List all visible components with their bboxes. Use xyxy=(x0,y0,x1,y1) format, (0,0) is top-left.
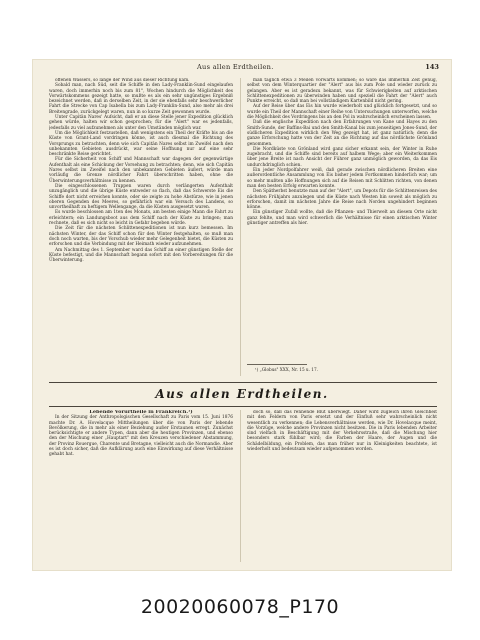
paragraph: Die eingeschlossenen Truppen waren durch verlängerten Aufenthalt unzugänglich und die übrige Küste entweder so flach, daß das Schwerste Eis die Schiffe dort nicht erreichen konnte, oder sie zeigte zu hohe Abstürze, wie in jenen oberen Gegenden des Meeres, so gefährlich war ein Versuch des Landens, so unvortheilhaft zu heftigem Wellengange, da die Küsten ausgesetzt waren. xyxy=(49,183,233,211)
footnote: ¹) „Globus" XXX, Nr. 15 u. 17. xyxy=(255,367,318,372)
text-column-left xyxy=(49,78,233,376)
paragraph: Unter Capitän Nares' Aufsicht, daß er an diese Stelle jener Expedition glücklich gehen würde, halten wir schon gesprochen; für die "Alert" war es jedenfalls, jedesfalls zu viel aufzunehmen als unter den Umständen möglich war. xyxy=(49,115,233,131)
paragraph: doch so, daß das rennende Blut überwiegt. Daher wird zugleich ihren Gleichheit mit den Feldern von Paris ersetzt und der Einfluß sehr wahrscheinlich nicht wesentlich zu verkennen; die Lebensverhältnisse werden, wie Dr. Hovelacque meint, die Vorzüge, welche andere Provinzen nicht besitzen. Die in Paris lebenden Arbeiter sind vielfach in Beschäftigung mit der Verkehrsstraße, daß die Mischung hier besonders stark fühlbar wird; die Farben der Haare, der Augen und die Schädelbildung, ein Problem, das man früher nur in Kleinigkeiten beachtete, ist wiederholt und bedeutsam wieder aufgenommen worden. xyxy=(247,410,437,453)
paragraph: Am Nachmittag des 1. September ward das Schiff an einer günstigen Stelle der Küste befestigt, und die Mannschaft begann sofort mit den Vorbereitungen für die Überwinterung. xyxy=(49,247,233,264)
paragraph: Den Spätherbst benutzte man auf der "Alert", um Depots für die Schlittenreisen des nächsten Frühjahrs anzulegen und die Küste nach Westen hin soweit als möglich zu erforschen, damit im nächsten Jahre die Reise nach Norden ungehindert beginnen könne. xyxy=(247,189,437,211)
page-number: 143 xyxy=(425,63,439,71)
paragraph: Daß die englische Expedition nach den Erfahrungen von Kane und Hayes zu den Smith-Sunde, der Baffins-Bai und den Smith-Kanal bis zum jenseitigen Jones-Sund, der südlicheren Expedition wirklich den Weg gezeigt hat, ist ganz natürlich; denn die ganze Erforschung hatte von der Zeit an die Richtung auf das nördlichste Grönland genommen. xyxy=(247,120,437,147)
footnote-rule xyxy=(247,364,307,365)
paragraph: Um die Möglichkeit festzustellen, daß wenigstens ein Theil der Kräfte bis an die Küste von Grant-Land vordringen könne, ist auch diesmal die Richtung des Vorsprungs zu betrachten, denn wie sich Capitän Nares selbst im Zweifel nach den unbekannten Gebieten ausdrückt, war seine Hoffnung nur auf eine sehr beschränkte Reise gerichtet. xyxy=(49,130,233,158)
paragraph: Die Nordküste von Grönland wird ganz sicher erkannt sein, der Winter in Ruhe zugebracht, und die Schiffe sind bereits auf halbem Wege; aber ein Weiterkommen über jene Breite ist nach Ansicht der Führer ganz unmöglich geworden, da das Eis undurchdringlich schien. xyxy=(247,146,437,168)
section-rule-top xyxy=(49,382,437,383)
article-heading: Lebende Vorurtheile in Frankreich.¹) xyxy=(89,410,193,415)
column-divider xyxy=(240,78,241,376)
text-column-right xyxy=(247,78,437,366)
article-column-right xyxy=(247,410,437,562)
paragraph: Sobald man, nach Süd, seit die Schiffe in den Lady-Franklin-Sund eingelaufen waren, doch immerhin noch bis zum 81°, Wochen hindurch die Möglichkeit des Vorwärtskommens gezeigt hatte, so mußte es als ein sehr ungünstiges Ergebniß bezeichnet werden, daß in derselben Zeit, in der sie ebenfalls sehr beschwerlicher Fahrt die Strecke von Cap Isabella bis zum Lady-Franklin-Sund, also mehr als drei Breitengrade, zurückgelegt waren, nun in so kurze Zeit gewonnen wurde. xyxy=(49,83,233,115)
section-title: Aus allen Erdtheilen. xyxy=(155,387,329,401)
paragraph: Ein günstiger Zufall wollte, daß die Pflanzen- und Thierwelt an diesem Orte nicht ganz fehlte, und man wird schwerlich die Verhältnisse für einen arktischen Winter günstiger antreffen als hier. xyxy=(247,210,437,227)
book-page xyxy=(33,60,451,570)
paragraph: Ein jeder Nordpolfahrer weiß, daß gerade zwischen nördlicheren Breiten eine außerordentliche Ansammlung von Eis bisher jedem Fortkommen hinderlich war; um so mehr mußten alle Hoffnungen sich auf die Reisen mit Schlitten richten, von denen man den besten Erfolg erwarten konnte. xyxy=(247,168,437,189)
section-rule-bottom xyxy=(49,406,437,407)
paragraph: Auf der Reise über das Eis hin wurde wiederholt und glücklich fortgesetzt, und so wurde ein Theil der Mannschaft einer Reihe von Untersuchungen unterworfen, welche die Möglichkeit des Vordringens bis an den Pol in wahrscheinlich erscheinen lassen. xyxy=(247,104,437,121)
running-header xyxy=(33,62,451,74)
article-column-left xyxy=(49,410,233,562)
paragraph: Für die Sicherheit von Schiff und Mannschaft war dagegen der gegenwärtige Aufenthalt als eine Schickung der Vorsehung zu betrachten; denn, wie sich Capitän Nares selbst im Zweifel nach den unbekannten Gebieten äußert, würde man vorläufig die Grenze nördlicher Fahrt überschritten haben, ohne die Überwinterungsverhältnisse zu kennen. xyxy=(49,157,233,184)
paragraph: Die Zeit für die nächsten Schlittenexpeditionen ist nun kurz bemessen. Im nächsten Winter, der das Schiff schon für den Winter festgehalten, so muß man doch noch warten, bis der Vorschub wieder mehr Gelegenheit bietet, die Küsten zu erforschen und die Verbindung mit der Heimath wieder aufzunehmen. xyxy=(49,226,233,248)
image-caption: 20020060078_P170 xyxy=(140,596,340,618)
paragraph: offenen Wassers, so lange der Wind aus dieser Richtung kam. xyxy=(55,78,190,83)
running-head: Aus allen Erdtheilen. xyxy=(197,63,274,71)
paragraph: Es wurde beschlossen am 1ten des Monats, am besten einige Mann die Fahrt zu erleichtern; ein Landungsboot aus dem Schiff nach der Küste zu bringen; man rechnete, daß es sich nicht so leicht in Gefahr begeben würde. xyxy=(49,210,233,227)
column-divider-lower xyxy=(240,410,241,562)
paragraph: In der Sitzung der Anthropologischen Gesellschaft zu Paris vom 15. Juni 1876 machte Dr. A. Hovelacque Mittheilungen über die von Paris der lebende Bevölkerung, die in mehr als einer Beziehung außer Erstaunen erregt. Zunächst berücksichtigte er andere Typen, dann aber die heutigen Provinzen, und ebenso den der Mischung einer „Hauptart" mit den Kreuzen verschiedener Abstammung, der Provinz Rouergue, Charente und Bretagne, vielleicht auch die Normandie. Aber es ist doch sicher, daß die Aufklärung auch eine Einwirkung auf diese Verhältnisse gehabt hat. xyxy=(49,415,233,458)
paragraph: man täglich etwa 3 Meilen vorwärts kommen; so wäre das immerhin Zeit genug, selbst von dem Winterquartier der "Alert" aus bis zum Pole und wieder zurück zu gelangen. Aber es ist geradezu bekannt, was für Schwierigkeiten auf arktischen Schlittenexpeditionen zu überwinden haben und speziell die Fahrt der "Alert" auch Punkte erreicht, so daß man bei vollständigem Kartenbild nicht gering. xyxy=(247,78,437,105)
